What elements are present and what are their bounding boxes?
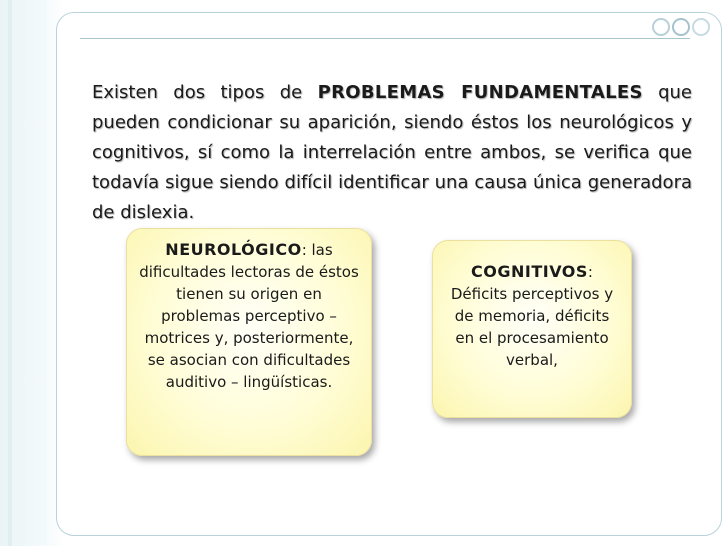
neurologico-separator: : las bbox=[301, 241, 333, 259]
decorative-circle-icon bbox=[652, 18, 670, 36]
decorative-circle-icon bbox=[692, 18, 710, 36]
cognitivos-box bbox=[432, 240, 632, 418]
header-rule bbox=[80, 38, 690, 39]
neurologico-box bbox=[126, 228, 372, 456]
neurologico-text: dificultades lectoras de éstos tienen su origen en problemas perceptivo – motrices y, posteriormente, se asocian con dificultades auditivo – lingüísticas. bbox=[139, 263, 359, 391]
intro-rest: que pueden condicionar su aparición, siendo éstos los neurológicos y cognitivos, sí como la interrelación entre ambos, se verifica que todavía sigue siendo difícil identificar una causa única generadora de dislexia. bbox=[92, 82, 692, 223]
cognitivos-text: Déficits perceptivos y de memoria, déficits en el procesamiento verbal, bbox=[450, 285, 614, 369]
intro-lead: Existen dos tipos de bbox=[92, 82, 318, 103]
left-decorative-band bbox=[0, 0, 64, 546]
decorative-circle-icon bbox=[672, 18, 690, 36]
intro-emphasis: PROBLEMAS FUNDAMENTALES bbox=[317, 82, 643, 103]
cognitivos-separator: : bbox=[587, 263, 593, 281]
neurologico-title: NEUROLÓGICO bbox=[165, 240, 302, 259]
cognitivos-title: COGNITIVOS bbox=[471, 262, 588, 281]
intro-paragraph bbox=[92, 78, 692, 228]
neurologico-heading bbox=[127, 239, 371, 261]
cognitivos-heading bbox=[433, 261, 631, 283]
